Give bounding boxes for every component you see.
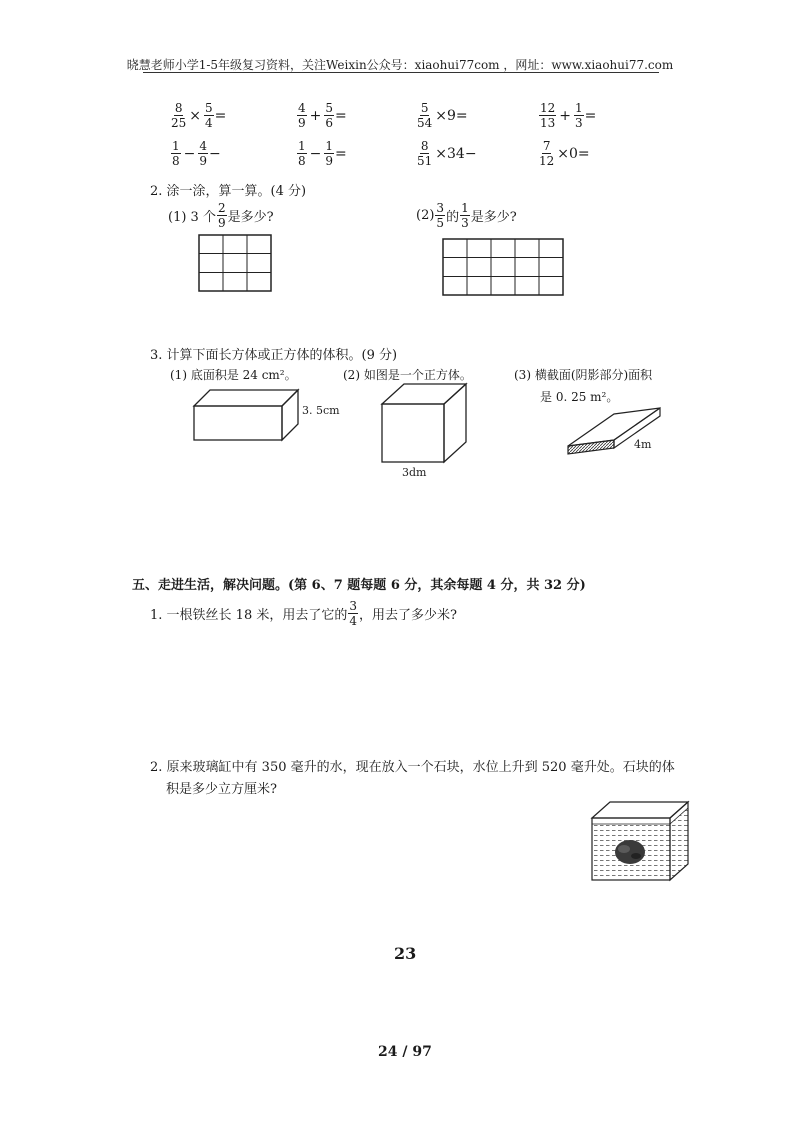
- cube-edge-label: 3dm: [402, 466, 427, 478]
- q2-part1: (1) 3 个 $\frac{2}{9}$ 是多少?: [168, 201, 274, 230]
- stone-shape: [615, 840, 645, 864]
- page-count: 24 / 97: [378, 1044, 432, 1060]
- s5-q1: 1. 一根铁丝长 18 米，用去了它的 $\frac{3}{4}$ ，用去了多少米?: [150, 599, 457, 628]
- grid-3x3[interactable]: [198, 234, 272, 292]
- s5-q2-line1: 2. 原来玻璃缸中有 350 毫升的水，现在放入一个石块，水位上升到 520 毫升处。石块的体: [150, 760, 675, 775]
- q3-title: 3. 计算下面长方体或正方体的体积。(9 分): [150, 348, 398, 363]
- calc-2-4: $\frac{7}{12}$ ×0=: [539, 139, 590, 168]
- cuboid-height-label: 3. 5cm: [302, 404, 340, 417]
- plank-length-label: 4m: [634, 438, 652, 451]
- plank-figure: [564, 404, 668, 462]
- section5-title: 五、走进生活，解决问题。(第 6、7 题每题 6 分，其余每题 4 分，共 32 分): [132, 578, 586, 593]
- calc-2-2: $\frac{1}{8}$ − $\frac{1}{9}$ =: [298, 139, 347, 168]
- page-header: 晓慧老师小学1-5年级复习资料，关注Weixin公众号：xiaohui77com ，网址：www.xiaohui77.com: [126, 58, 674, 72]
- q3-part3-line2: 是 0. 25 m²。: [540, 390, 619, 404]
- fish-tank-figure: [588, 798, 694, 888]
- calc-1-4: $\frac{12}{13}$ + $\frac{1}{3}$ =: [540, 101, 597, 130]
- page-number: 23: [394, 944, 417, 963]
- calc-2-1: $\frac{1}{8}$ − $\frac{4}{9}$ −: [172, 139, 221, 168]
- q2-title: 2. 涂一涂，算一算。(4 分): [150, 184, 307, 199]
- calc-1-1: $\frac{8}{25}$ × $\frac{5}{4}$ =: [171, 101, 227, 130]
- q3-part2: (2) 如图是一个正方体。: [343, 368, 472, 382]
- q2-part2: (2) $\frac{3}{5}$ 的 $\frac{1}{3}$ 是多少?: [416, 201, 517, 230]
- grid-3x5[interactable]: [442, 238, 564, 296]
- header-rule: [143, 72, 659, 73]
- calc-1-3: $\frac{5}{54}$ ×9=: [417, 101, 468, 130]
- s5-q2-line2: 积是多少立方厘米?: [166, 782, 277, 797]
- calc-1-2: $\frac{4}{9}$ + $\frac{5}{6}$ =: [298, 101, 347, 130]
- cube-figure: [374, 382, 474, 478]
- q3-part3-line1: (3) 横截面(阴影部分)面积: [514, 368, 653, 382]
- cuboid-figure: [190, 386, 340, 446]
- calc-2-3: $\frac{8}{51}$ ×34−: [417, 139, 477, 168]
- q3-part1: (1) 底面积是 24 cm²。: [170, 368, 297, 382]
